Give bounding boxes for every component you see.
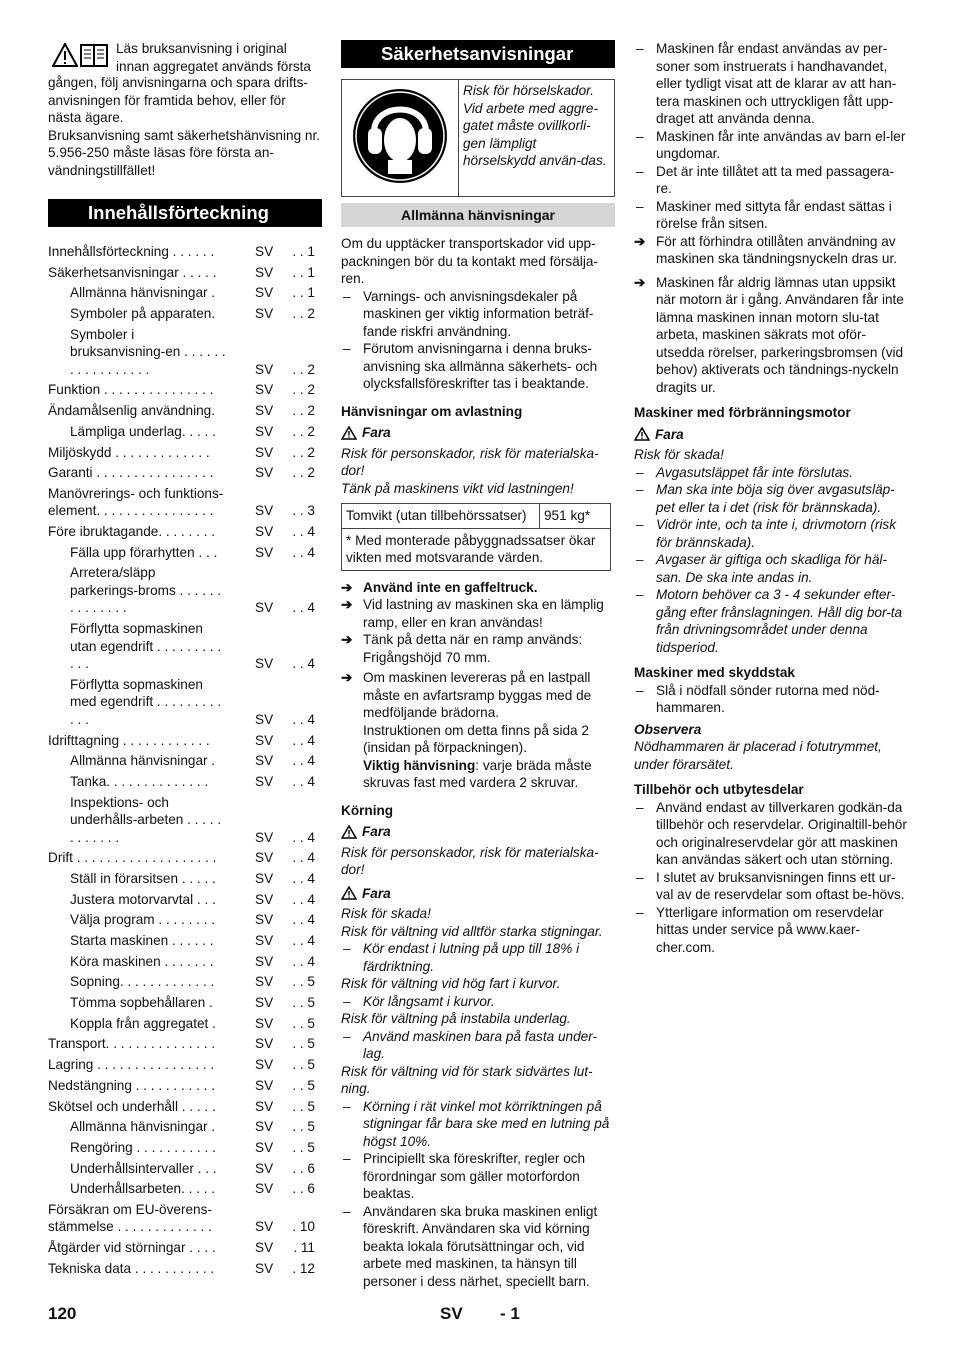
toc-entry-lang: SV — [255, 600, 274, 616]
toc-entry-page: . . 4 — [292, 544, 315, 560]
toc-row[interactable] — [48, 1180, 322, 1198]
toc-entry-page: . . 6 — [292, 1160, 315, 1176]
toc-entry-lang: SV — [255, 1181, 274, 1197]
list-item: – Använd maskinen bara på fasta under-lag. — [343, 1028, 598, 1061]
toc-row[interactable] — [48, 849, 322, 867]
toc-row[interactable] — [48, 284, 322, 302]
toc-row[interactable] — [48, 423, 322, 441]
toc-entry-lang: SV — [255, 1077, 274, 1093]
toc-entry-lang: SV — [255, 264, 274, 280]
toc-row[interactable] — [48, 732, 322, 750]
column-left — [48, 40, 322, 1281]
toc-row[interactable] — [48, 1056, 322, 1074]
toc-entry-lang: SV — [255, 524, 274, 540]
toc-entry-title: Nedstängning . . . . . . . . . . . — [48, 1077, 215, 1093]
toc-row[interactable] — [48, 485, 322, 520]
hearing-protection-box — [341, 79, 615, 197]
toc-row[interactable] — [48, 973, 322, 991]
toc-entry-page: . . 4 — [292, 953, 315, 969]
toc-entry-title: Tömma sopbehållaren . — [70, 995, 213, 1011]
toc-entry-lang: SV — [255, 773, 274, 789]
toc-entry-page: . . 4 — [292, 829, 315, 845]
intro-text-2: Bruksanvisning samt säkerhetshänvisning nr. 5.956-250 måste läsas före första an-vändningstillfället! — [48, 127, 321, 178]
list-item: – Slå i nödfall sönder rutorna med nöd-hammaren. — [636, 682, 880, 715]
danger-label: Fara — [341, 424, 615, 442]
toc-entry-title: Transport. . . . . . . . . . . . . . . — [48, 1036, 216, 1052]
roof-title: Maskiner med skyddstak — [634, 665, 795, 680]
page-number: 120 — [48, 1304, 77, 1323]
warning-icon — [52, 43, 78, 67]
toc-entry-page: . . 5 — [292, 1057, 315, 1073]
toc-entry-lang: SV — [255, 285, 274, 301]
toc-entry-page: . . 5 — [292, 1119, 315, 1135]
toc-entry-lang: SV — [255, 850, 274, 866]
toc-entry-lang: SV — [255, 732, 274, 748]
unload-title: Hänvisningar om avlastning — [341, 403, 523, 419]
warning-triangle-icon — [341, 886, 357, 900]
toc-entry-lang: SV — [255, 1260, 274, 1276]
hearing-warning-text: Risk för hörselskador. Vid arbete med aggre-gatet måste ovillkorli-gen lämpligt hörselskydd använ-das. — [459, 80, 615, 197]
driving-risk: Risk för personskador, risk för materialska-dor! — [341, 844, 599, 877]
toc-entry-lang: SV — [255, 1036, 274, 1052]
weight-value: 951 kg* — [540, 504, 611, 529]
toc-entry-title: Försäkran om EU-överens-stämmelse . . . . . . . . . . . . . — [48, 1201, 212, 1235]
toc-entry-title: Tanka. . . . . . . . . . . . . . — [70, 773, 209, 789]
table-of-contents — [48, 243, 322, 1277]
toc-entry-page: . . 4 — [292, 656, 315, 672]
toc-row[interactable] — [48, 994, 322, 1012]
toc-entry-title: Justera motorvarvtal . . . — [70, 891, 216, 907]
ramp-instruction: Instruktionen om detta finns på sida 2 (insidan på förpackningen). — [363, 722, 589, 755]
weight-note: * Med monterade påbyggnadssatser ökar vikten med motsvarande värden. — [342, 528, 611, 570]
toc-entry-lang: SV — [255, 1160, 274, 1176]
toc-entry-title: Miljöskydd . . . . . . . . . . . . . — [48, 444, 210, 460]
list-item: – Avgaser är giftiga och skadliga för häl-san. De ska inte andas in. — [636, 552, 887, 585]
toc-row[interactable] — [48, 444, 322, 462]
toc-entry-lang: SV — [255, 656, 274, 672]
column-middle — [341, 40, 615, 1290]
toc-row[interactable] — [48, 564, 322, 617]
toc-entry-title: Allmänna hänvisningar . — [70, 1119, 216, 1135]
toc-row[interactable] — [48, 870, 322, 888]
toc-entry-title: Drift . . . . . . . . . . . . . . . . . . . — [48, 850, 217, 866]
toc-entry-lang: SV — [255, 1057, 274, 1073]
toc-entry-page: . . 4 — [292, 850, 315, 866]
toc-entry-lang: SV — [255, 753, 274, 769]
toc-entry-title: Före ibruktagande. . . . . . . . — [48, 524, 215, 540]
toc-entry-page: . . 6 — [292, 1181, 315, 1197]
toc-row[interactable] — [48, 1139, 322, 1157]
column-right — [634, 40, 908, 956]
toc-entry-page: . . 5 — [292, 974, 315, 990]
toc-entry-lang: SV — [255, 544, 274, 560]
safety-title: Säkerhetsanvisningar — [341, 40, 615, 68]
weight-label: Tomvikt (utan tillbehörssatser) — [342, 504, 540, 529]
toc-entry-page: . . 4 — [292, 912, 315, 928]
toc-entry-title: Säkerhetsanvisningar . . . . . — [48, 264, 217, 280]
list-item: – Det är inte tillåtet att ta med passagera-re. — [636, 163, 895, 196]
toc-entry-title: Garanti . . . . . . . . . . . . . . . . — [48, 465, 214, 481]
toc-entry-page: . . 2 — [292, 465, 315, 481]
toc-entry-page: . . 5 — [292, 1015, 315, 1031]
toc-entry-page: . . 1 — [292, 264, 315, 280]
toc-entry-lang: SV — [255, 912, 274, 928]
toc-row[interactable] — [48, 464, 322, 482]
toc-row[interactable] — [48, 1260, 322, 1278]
toc-entry-lang: SV — [255, 465, 274, 481]
arrow-item: ➔ Vid lastning av maskinen ska en lämplig ramp, eller en kran användas! — [341, 597, 604, 630]
toc-entry-lang: SV — [255, 974, 274, 990]
weight-table — [341, 503, 611, 571]
toc-entry-title: Allmänna hänvisningar . — [70, 753, 216, 769]
list-item: – Principiellt ska föreskrifter, regler och förordningar som gäller motorfordon beaktas. — [343, 1151, 586, 1201]
manual-book-icon — [80, 42, 108, 68]
section-number: - 1 — [500, 1304, 520, 1323]
toc-entry-title: Inspektions- och underhålls-arbeten . . . . . . . . . . . . — [70, 794, 222, 845]
toc-entry-lang: SV — [255, 1240, 274, 1256]
toc-entry-lang: SV — [255, 711, 274, 727]
driving-title: Körning — [341, 802, 394, 818]
toc-entry-title: Tekniska data . . . . . . . . . . . — [48, 1260, 215, 1276]
toc-entry-title: Fälla upp förarhytten . . . — [70, 544, 218, 560]
toc-row[interactable] — [48, 1201, 322, 1236]
toc-entry-lang: SV — [255, 423, 274, 439]
toc-entry-title: Idrifttagning . . . . . . . . . . . . — [48, 732, 210, 748]
toc-row[interactable] — [48, 1035, 322, 1053]
toc-entry-title: Manövrerings- och funktions-element. . . . . . . . . . . . . . . . — [48, 485, 224, 519]
danger-label: Fara — [634, 426, 908, 444]
list-item: – I slutet av bruksanvisningen finns ett ur-val av de reservdelar som oftast be-hövs. — [636, 869, 905, 902]
arrow-item: ➔ Om maskinen levereras på en lastpall måste en avfartsramp byggas med de medföljande brädorna. — [341, 670, 592, 720]
toc-entry-lang: SV — [255, 891, 274, 907]
list-item: – Vidrör inte, och ta inte i, drivmotorn (risk för brännskada). — [636, 517, 896, 550]
list-item: – Varnings- och anvisningsdekaler på maskinen ger viktig information beträf-fande riskfri användning. — [343, 288, 594, 339]
toc-entry-title: Förflytta sopmaskinen utan egendrift . . . . . . . . . . . . — [70, 621, 222, 672]
toc-row[interactable] — [48, 326, 322, 379]
warning-triangle-icon — [634, 427, 650, 441]
list-item: – Motorn behöver ca 3 - 4 sekunder efter-gång efter frånslagningen. Håll dig bor-ta från drivningsområdet under denna tidsperiod. — [636, 587, 903, 655]
toc-entry-title: Ändamålsenlig användning. — [48, 403, 216, 419]
toc-entry-title: Symboler på apparaten. — [70, 306, 216, 322]
tip-text: Risk för vältning vid för stark sidvärtes lut-ning. — [341, 1063, 593, 1096]
toc-entry-lang: SV — [255, 1015, 274, 1031]
toc-row[interactable] — [48, 381, 322, 399]
intro-text: gången, följ anvisningarna och spara drifts-anvisningen för framtida behov, eller för nästa ägare. — [48, 75, 308, 125]
combustion-title: Maskiner med förbränningsmotor — [634, 405, 851, 420]
language-code: SV — [440, 1304, 463, 1323]
toc-entry-lang: SV — [255, 995, 274, 1011]
toc-row[interactable] — [48, 523, 322, 541]
toc-row[interactable] — [48, 620, 322, 673]
toc-row[interactable] — [48, 794, 322, 847]
toc-entry-title: Innehållsförteckning . . . . . . — [48, 244, 215, 259]
toc-entry-page: . . 1 — [292, 285, 315, 301]
toc-entry-page: . 10 — [292, 1219, 315, 1235]
toc-entry-lang: SV — [255, 503, 274, 519]
toc-entry-title: Symboler i bruksanvisning-en . . . . . . . . . . . . . . . . . — [70, 326, 226, 377]
warning-triangle-icon — [341, 825, 357, 839]
toc-entry-page: . . 2 — [292, 423, 315, 439]
toc-entry-page: . . 5 — [292, 995, 315, 1011]
list-item: – Maskinen får inte användas av barn el-ler ungdomar. — [636, 128, 906, 161]
toc-entry-page: . . 2 — [292, 361, 315, 377]
toc-entry-title: Koppla från aggregatet . — [70, 1015, 216, 1031]
toc-entry-title: Rengöring . . . . . . . . . . . — [70, 1139, 216, 1155]
arrow-item: ➔ Maskinen får aldrig lämnas utan uppsikt när motorn är i gång. Användaren får inte lämna maskinen innan motorn slu-tat arbeta, maskinen säkrats mot oför-utsedda rörelser, parkeringsbromsen (vid behov) aktiverats och tändnings-nyckeln dragits ur. — [634, 274, 904, 395]
toc-entry-lang: SV — [255, 953, 274, 969]
toc-row[interactable] — [48, 1098, 322, 1116]
toc-entry-page: . 11 — [293, 1240, 315, 1256]
toc-entry-lang: SV — [255, 306, 274, 322]
toc-entry-title: Underhållsarbeten. . . . . — [70, 1181, 216, 1197]
toc-row[interactable] — [48, 1077, 322, 1095]
toc-entry-page: . . 5 — [292, 1139, 315, 1155]
toc-row[interactable] — [48, 891, 322, 909]
toc-entry-title: Lämpliga underlag. . . . . — [70, 423, 216, 439]
toc-entry-title: Allmänna hänvisningar . — [70, 285, 216, 301]
note-label: Observera — [634, 721, 702, 737]
toc-entry-title: Funktion . . . . . . . . . . . . . . . — [48, 382, 214, 398]
toc-entry-title: Välja program . . . . . . . . — [70, 912, 216, 928]
toc-entry-title: Ställ in förarsitsen . . . . . — [70, 870, 216, 886]
toc-entry-title: Köra maskinen . . . . . . . — [70, 953, 214, 969]
hearing-protection-icon — [352, 88, 448, 184]
danger-label: Fara — [341, 823, 615, 841]
toc-entry-page: . . 4 — [292, 773, 315, 789]
toc-row[interactable] — [48, 1118, 322, 1136]
warning-triangle-icon — [341, 426, 357, 440]
toc-entry-lang: SV — [255, 403, 274, 419]
toc-entry-page: . . 1 — [292, 244, 315, 259]
intro-line-2: innan aggregatet används första — [116, 58, 311, 74]
important-note: Viktig hänvisning: varje bräda måste skruvas fast med vardera 2 skruvar. — [363, 757, 592, 790]
list-item: – Kör långsamt i kurvor. — [343, 993, 495, 1009]
toc-entry-page: . . 3 — [292, 503, 315, 519]
list-item: – Förutom anvisningarna i denna bruks-anvisning ska allmänna säkerhets- och olycksfallsföreskrifter tas i beaktande. — [343, 341, 598, 391]
list-item: – Avgasutsläppet får inte förslutas. — [636, 464, 853, 480]
toc-entry-lang: SV — [255, 1219, 274, 1235]
toc-entry-page: . . 4 — [292, 753, 315, 769]
toc-entry-page: . . 5 — [292, 1098, 315, 1114]
toc-entry-title: Sopning. . . . . . . . . . . . . — [70, 974, 215, 990]
toc-entry-lang: SV — [255, 870, 274, 886]
toc-row[interactable] — [48, 1239, 322, 1257]
toc-entry-page: . . 5 — [292, 1077, 315, 1093]
toc-entry-page: . 12 — [292, 1260, 315, 1276]
toc-row[interactable] — [48, 773, 322, 791]
list-item: – Använd endast av tillverkaren godkän-da tillbehör och reservdelar. Originaltill-behör och originalreservdelar gör att maskinen kan användas säkert och utan störning. — [636, 799, 907, 867]
toc-entry-title: Underhållsintervaller . . . — [70, 1160, 217, 1176]
toc-entry-page: . . 4 — [292, 933, 315, 948]
toc-row[interactable] — [48, 243, 322, 261]
toc-row[interactable] — [48, 752, 322, 770]
intro-line-1: Läs bruksanvisning i original — [116, 41, 287, 56]
toc-entry-lang: SV — [255, 933, 274, 948]
accessories-title: Tillbehör och utbytesdelar — [634, 782, 804, 797]
toc-entry-page: . . 4 — [292, 600, 315, 616]
toc-entry-title: Förflytta sopmaskinen med egendrift . . . . . . . . . . . . — [70, 676, 222, 727]
toc-entry-title: Skötsel och underhåll . . . . . — [48, 1098, 216, 1114]
toc-entry-title: Åtgärder vid störningar . . . . — [48, 1240, 216, 1256]
note-text: Nödhammaren är placerad i fotutrymmet, under förarsätet. — [634, 739, 882, 772]
tip-text: Risk för vältning på instabila underlag. — [341, 1011, 571, 1026]
arrow-item: ➔ Tänk på detta när en ramp används: Frigångshöjd 70 mm. — [341, 632, 583, 665]
tip-text: Risk för vältning vid hög fart i kurvor. — [341, 976, 561, 991]
list-item: – Ytterligare information om reservdelar hittas under service på www.kaer-cher.com. — [636, 904, 884, 955]
toc-row[interactable] — [48, 676, 322, 729]
toc-row[interactable] — [48, 264, 322, 282]
toc-row[interactable] — [48, 932, 322, 950]
list-item: – Maskinen får endast användas av per-soner som instruerats i handhavandet, eller tydligt visat att de klarar av att han-tera maskinen och uttryckligen fått upp-draget att använda denna. — [636, 41, 897, 126]
toc-entry-lang: SV — [255, 829, 274, 845]
toc-row[interactable] — [48, 402, 322, 420]
toc-entry-page: . . 2 — [292, 403, 315, 419]
unload-risk: Risk för personskador, risk för materialska-dor! — [341, 445, 599, 478]
toc-row[interactable] — [48, 1015, 322, 1033]
toc-entry-title: Arretera/släpp parkerings-broms . . . . . . . . . . . . . . — [70, 565, 222, 616]
toc-entry-page: . . 4 — [292, 891, 315, 907]
toc-row[interactable] — [48, 305, 322, 323]
toc-entry-title: Lagring . . . . . . . . . . . . . . . . — [48, 1057, 215, 1073]
list-item: – Maskiner med sittyta får endast sättas i rörelse från sitsen. — [636, 198, 892, 231]
toc-entry-title: Starta maskinen . . . . . . — [70, 933, 214, 948]
general-paragraph: Om du upptäcker transportskador vid upp-packningen bör du ta kontakt med försälja-ren. — [341, 236, 598, 286]
toc-entry-lang: SV — [255, 444, 274, 460]
toc-row[interactable] — [48, 1160, 322, 1178]
toc-entry-page: . . 2 — [292, 444, 315, 460]
toc-entry-lang: SV — [255, 1139, 274, 1155]
arrow-item: ➔ Använd inte en gaffeltruck. — [341, 579, 538, 595]
toc-entry-page: . . 4 — [292, 524, 315, 540]
toc-entry-page: . . 4 — [292, 711, 315, 727]
danger-label: Fara — [341, 885, 615, 903]
toc-entry-lang: SV — [255, 1098, 274, 1114]
list-item: – Körning i rät vinkel mot körriktningen på stigningar får bara ske med en lutning på högst 10%. — [343, 1098, 610, 1149]
toc-entry-lang: SV — [255, 1119, 274, 1135]
toc-entry-page: . . 4 — [292, 732, 315, 748]
list-item: – Användaren ska bruka maskinen enligt föreskrift. Användaren ska vid körning beakta lokala förutsättningar och, vid arbete med maskinen, ta hänsyn till personer i dess närhet, speciellt barn. — [343, 1203, 598, 1289]
toc-entry-lang: SV — [255, 382, 274, 398]
toc-row[interactable] — [48, 953, 322, 971]
toc-entry-lang: SV — [255, 361, 274, 377]
toc-title: Innehållsförteckning — [48, 199, 322, 227]
toc-entry-page: . . 4 — [292, 870, 315, 886]
list-item: – Kör endast i lutning på upp till 18% i färdriktning. — [343, 941, 580, 974]
general-title: Allmänna hänvisningar — [341, 203, 615, 227]
arrow-item: ➔ För att förhindra otillåten användning av maskinen ska tändningsnyckeln dras ur. — [634, 233, 898, 266]
toc-entry-lang: SV — [255, 244, 274, 259]
tip-text: Risk för vältning vid alltför starka stigningar. — [341, 923, 603, 939]
toc-row[interactable] — [48, 544, 322, 562]
list-item: – Man ska inte böja sig över avgasutsläp-pet eller ta i det (risk för brännskada). — [636, 482, 895, 515]
driving-risk: Risk för skada! — [341, 906, 431, 921]
combustion-risk: Risk för skada! — [634, 447, 724, 462]
toc-entry-page: . . 2 — [292, 382, 315, 398]
toc-entry-page: . . 5 — [292, 1036, 315, 1052]
unload-weight: Tänk på maskinens vikt vid lastningen! — [341, 480, 574, 496]
toc-entry-page: . . 2 — [292, 306, 315, 322]
toc-row[interactable] — [48, 911, 322, 929]
